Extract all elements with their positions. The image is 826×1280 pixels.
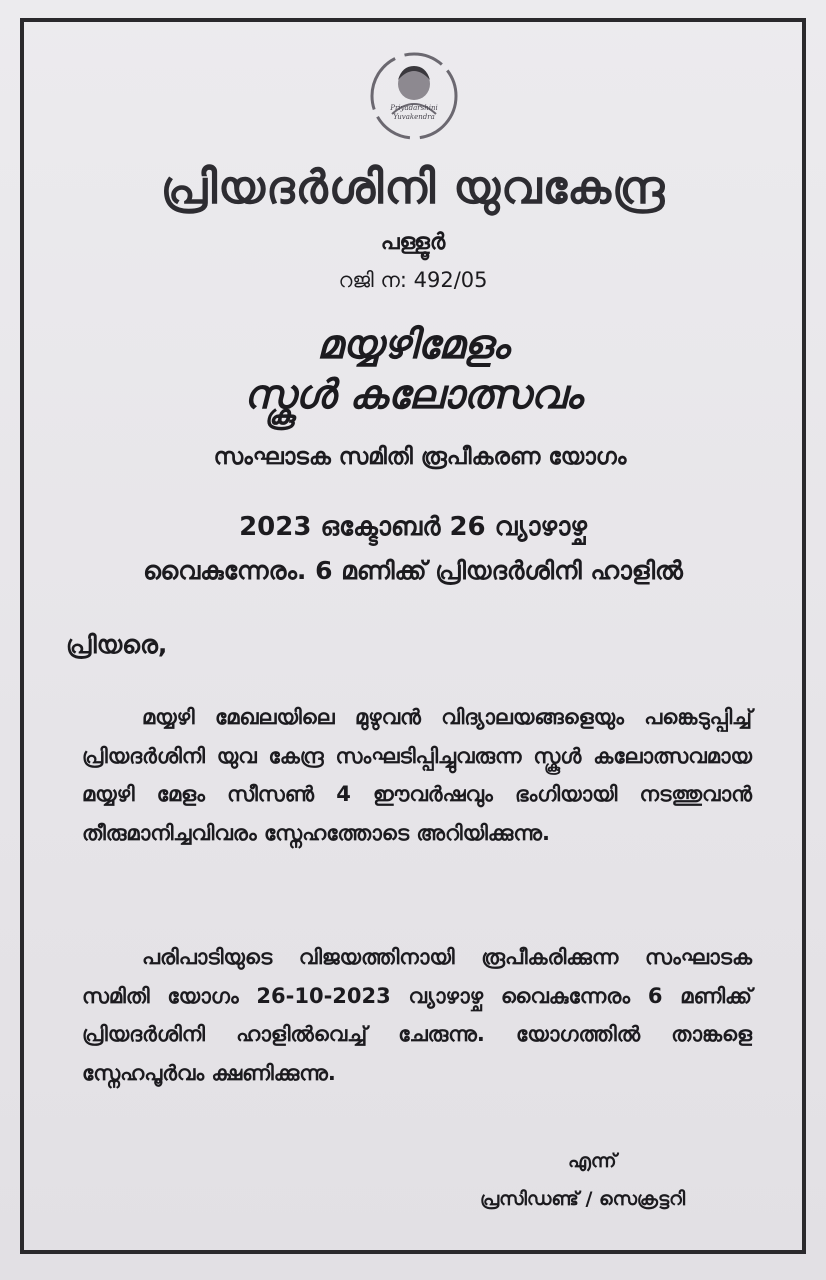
logo-caption-2: Yuvakendra	[393, 113, 435, 121]
meeting-subtitle: സംഘാടക സമിതി രൂപീകരണ യോഗം	[213, 444, 627, 470]
organisation-logo	[368, 50, 460, 142]
event-title-line2: സ്കൂൾ കലോത്സവം	[243, 372, 583, 418]
paragraph-announcement: മയ്യഴി മേഖലയിലെ മുഴുവൻ വിദ്യാലയങ്ങളെയും പങ്കെടുപ്പിച്ച് പ്രിയദർശിനി യുവ കേന്ദ്ര സംഘടിപ്പിച്ചുവരുന്ന സ്കൂൾ കലോത്സവമായ മയ്യഴി മേളം സീസൺ 4 ഈവർഷവും ഭംഗിയായി നടത്തുവാൻ തീരുമാനിച്ചവിവരം സ്നേഹത്തോടെ അറിയിക്കുന്നു.	[82, 705, 752, 845]
event-title-line1: മയ്യഴിമേളം	[317, 322, 509, 368]
place-name: പള്ളൂർ	[380, 230, 446, 255]
organisation-name: പ്രിയദർശിനി യുവകേന്ദ്ര	[160, 160, 666, 214]
greeting: പ്രിയരെ,	[66, 630, 168, 659]
signature-designation: പ്രസിഡണ്ട് / സെക്രട്ടറി	[480, 1188, 686, 1210]
paragraph-invitation: പരിപാടിയുടെ വിജയത്തിനായി രൂപീകരിക്കുന്ന സംഘാടക സമിതി യോഗം 26-10-2023 വ്യാഴാഴ്ച വൈകുന്നേരം 6 മണിക്ക് പ്രിയദർശിനി ഹാളിൽവെച്ച് ചേരുന്നു. യോഗത്തിൽ താങ്കളെ സ്നേഹപൂർവം ക്ഷണിക്കുന്നു.	[82, 945, 752, 1085]
meeting-date: 2023 ഒക്ടോബർ 26 വ്യാഴാഴ്ച	[239, 512, 587, 542]
registration-number: റജി ന: 492/05	[338, 268, 488, 292]
signature-closing: എന്ന്	[568, 1150, 617, 1172]
meeting-time-venue: വൈകുന്നേരം. 6 മണിക്ക് പ്രിയദർശിനി ഹാളിൽ	[143, 556, 683, 585]
logo-caption-1: Priyadarshini	[390, 104, 438, 112]
